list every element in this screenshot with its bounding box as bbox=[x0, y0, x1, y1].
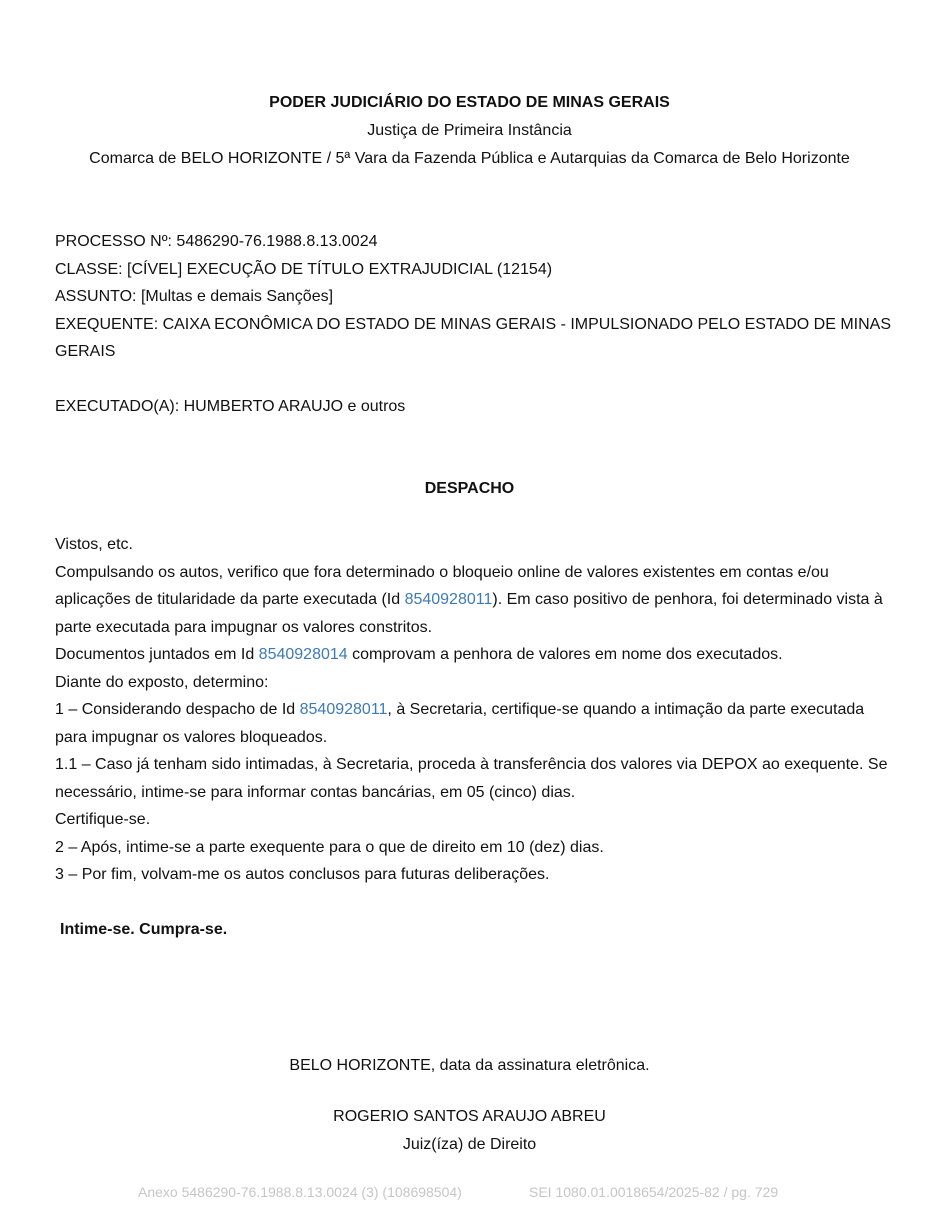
text: 1 – Considerando despacho de Id bbox=[55, 701, 300, 718]
document-id-link[interactable]: 8540928014 bbox=[258, 646, 348, 663]
despacho-item-3: 3 – Por fim, volvam-me os autos conclusos para futuras deliberações. bbox=[55, 866, 550, 883]
signature-role: Juiz(íza) de Direito bbox=[402, 1136, 537, 1153]
signature-place-date: BELO HORIZONTE, data da assinatura eletrônica. bbox=[289, 1057, 650, 1074]
text: Compulsando os autos, verifico que fora determinado o bloqueio online de valores existentes em contas e/ou aplicações de titularidade da parte executada (Id bbox=[55, 563, 829, 608]
despacho-item-1 bbox=[55, 696, 895, 751]
despacho-item-1-1: 1.1 – Caso já tenham sido intimadas, à Secretaria, proceda à transferência dos valores via DEPOX ao exequente. Se necessário, intime-se para informar contas bancárias, em 05 (cinco) dias. bbox=[55, 756, 888, 801]
despacho-heading: DESPACHO bbox=[424, 480, 515, 497]
document-id-link[interactable]: 8540928011 bbox=[299, 701, 388, 718]
footer-annex: Anexo 5486290-76.1988.8.13.0024 (3) (108698504) bbox=[138, 1184, 462, 1200]
despacho-closing: Intime-se. Cumpra-se. bbox=[60, 921, 228, 938]
despacho-certifique: Certifique-se. bbox=[55, 811, 151, 828]
signature-name: ROGERIO SANTOS ARAUJO ABREU bbox=[333, 1108, 606, 1125]
despacho-paragraph-1 bbox=[55, 559, 895, 642]
case-classe: CLASSE: [CÍVEL] EXECUÇÃO DE TÍTULO EXTRAJUDICIAL (12154) bbox=[55, 260, 553, 278]
text: , à Secretaria, certifique-se quando a intimação da parte executada para impugnar os valores bloqueados. bbox=[55, 701, 865, 746]
text: comprovam a penhora de valores em nome dos executados. bbox=[347, 646, 783, 663]
despacho-item-2: 2 – Após, intime-se a parte exequente para o que de direito em 10 (dez) dias. bbox=[55, 838, 604, 856]
despacho-paragraph-2 bbox=[55, 641, 895, 669]
case-assunto: ASSUNTO: [Multas e demais Sanções] bbox=[55, 288, 334, 305]
despacho-body bbox=[55, 531, 895, 944]
spacer bbox=[55, 889, 895, 917]
spacer bbox=[55, 366, 895, 394]
despacho-vistos: Vistos, etc. bbox=[55, 536, 133, 553]
despacho-diante: Diante do exposto, determino: bbox=[55, 673, 269, 691]
document-id-link[interactable]: 8540928011 bbox=[404, 591, 493, 608]
case-executado: EXECUTADO(A): HUMBERTO ARAUJO e outros bbox=[55, 398, 406, 415]
document-header-title: PODER JUDICIÁRIO DO ESTADO DE MINAS GERAIS bbox=[269, 94, 670, 111]
text: ). Em caso positivo de penhora, foi determinado vista à parte executada para impugnar os valores constritos. bbox=[55, 591, 883, 636]
case-info bbox=[55, 228, 895, 421]
document-header-subtitle: Justiça de Primeira Instância bbox=[367, 122, 572, 139]
case-processo: PROCESSO Nº: 5486290-76.1988.8.13.0024 bbox=[55, 233, 378, 250]
footer-sei: SEI 1080.01.0018654/2025-82 / pg. 729 bbox=[529, 1184, 779, 1200]
case-exequente: EXEQUENTE: CAIXA ECONÔMICA DO ESTADO DE MINAS GERAIS - IMPULSIONADO PELO ESTADO DE MINAS GERAIS bbox=[55, 315, 892, 360]
text: Documentos juntados em Id bbox=[55, 646, 259, 663]
document-header-court: Comarca de BELO HORIZONTE / 5ª Vara da Fazenda Pública e Autarquias da Comarca de Belo Horizonte bbox=[89, 150, 850, 167]
